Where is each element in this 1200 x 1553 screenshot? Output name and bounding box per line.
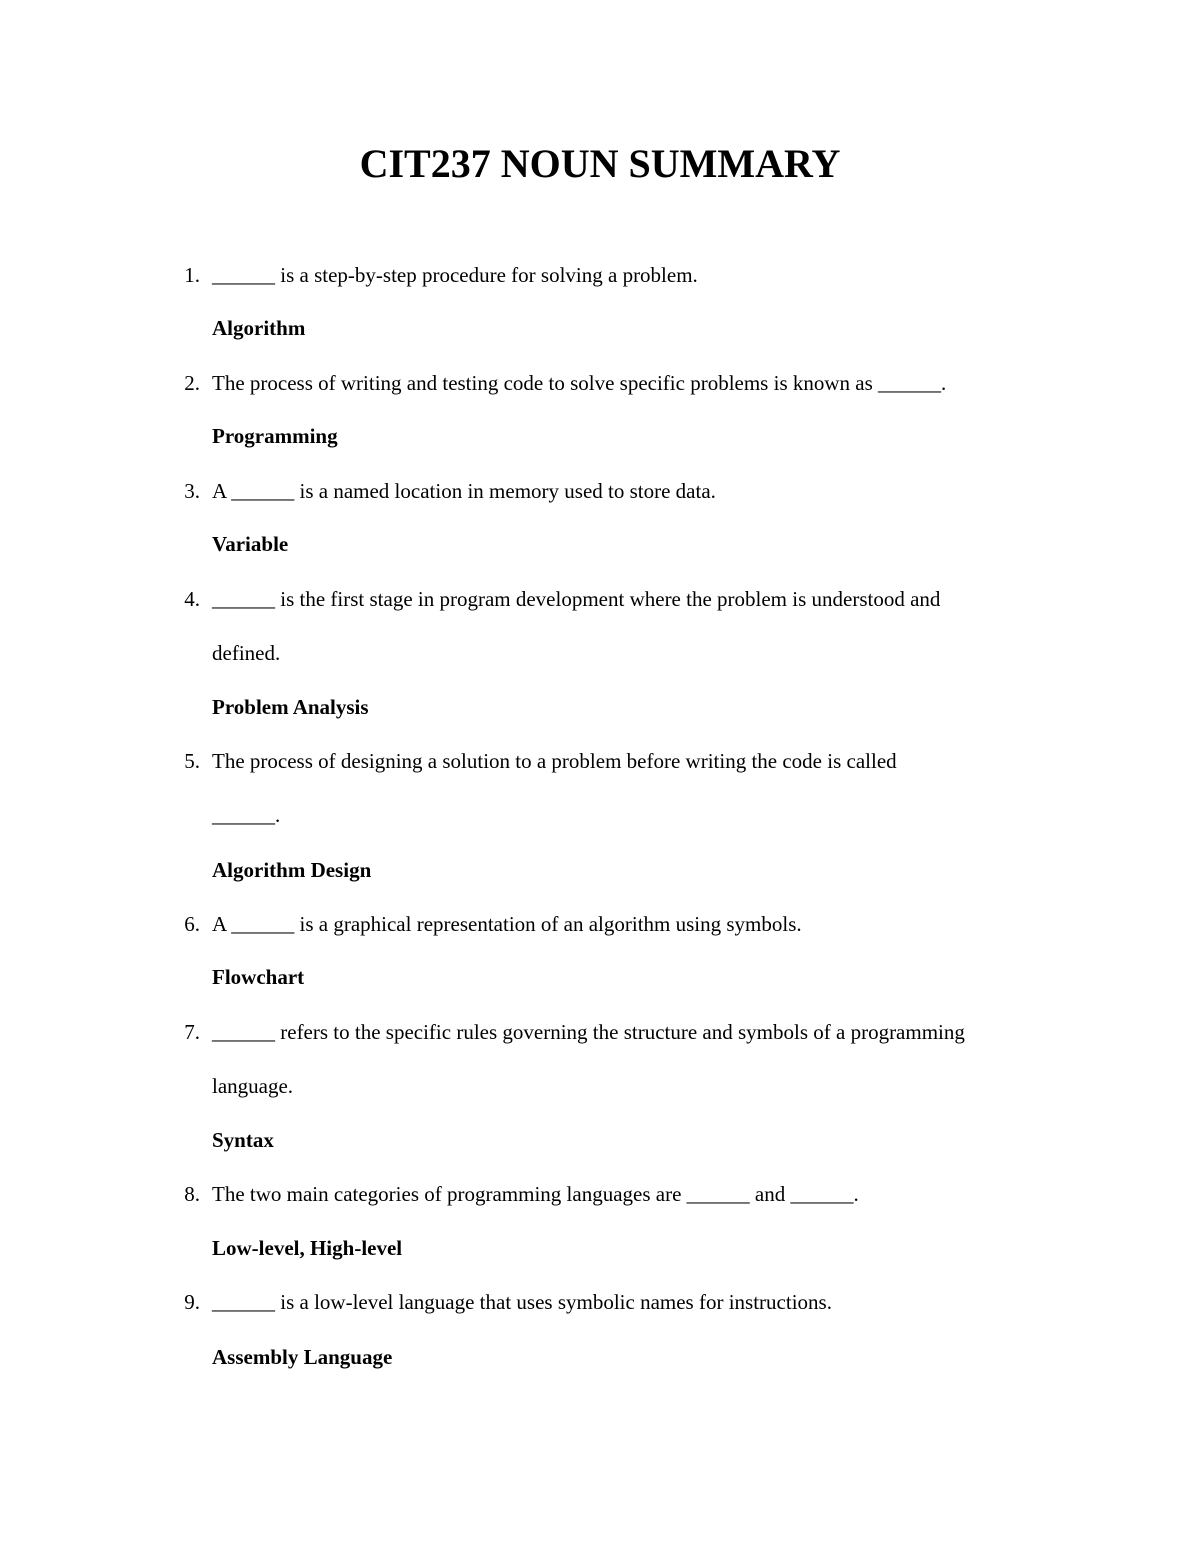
question-text-continuation: defined. [212,641,281,665]
question-number: 9. [184,1290,200,1314]
question-number: 4. [184,587,200,611]
answer-text: Algorithm [212,316,306,340]
question-text-continuation: language. [212,1074,294,1098]
question-text: A ______ is a named location in memory used to store data. [212,479,716,503]
question-number: 2. [184,371,200,395]
question-text: A ______ is a graphical representation of an algorithm using symbols. [212,912,802,936]
answer-text: Assembly Language [212,1345,393,1369]
answer-text: Low-level, High-level [212,1236,403,1260]
question-number: 6. [184,912,200,936]
answer-text: Problem Analysis [212,695,369,719]
question-number: 1. [184,263,200,287]
question-text: ______ is a low-level language that uses symbolic names for instructions. [212,1290,832,1314]
question-text: The two main categories of programming languages are ______ and ______. [212,1182,859,1206]
answer-text: Programming [212,424,338,448]
question-number: 8. [184,1182,200,1206]
question-text: ______ is a step-by-step procedure for solving a problem. [212,263,698,287]
question-text: The process of writing and testing code to solve specific problems is known as ______. [212,371,947,395]
answer-text: Variable [212,532,289,556]
question-text-continuation: ______. [212,803,281,827]
answer-text: Syntax [212,1128,274,1152]
question-number: 3. [184,479,200,503]
question-text: The process of designing a solution to a problem before writing the code is called [212,749,897,773]
question-text: ______ is the first stage in program development where the problem is understood and [212,587,941,611]
question-number: 7. [184,1020,200,1044]
question-number: 5. [184,749,200,773]
question-text: ______ refers to the specific rules governing the structure and symbols of a programming [212,1020,965,1044]
answer-text: Flowchart [212,965,305,989]
document-title: CIT237 NOUN SUMMARY [359,141,841,186]
answer-text: Algorithm Design [212,858,372,882]
